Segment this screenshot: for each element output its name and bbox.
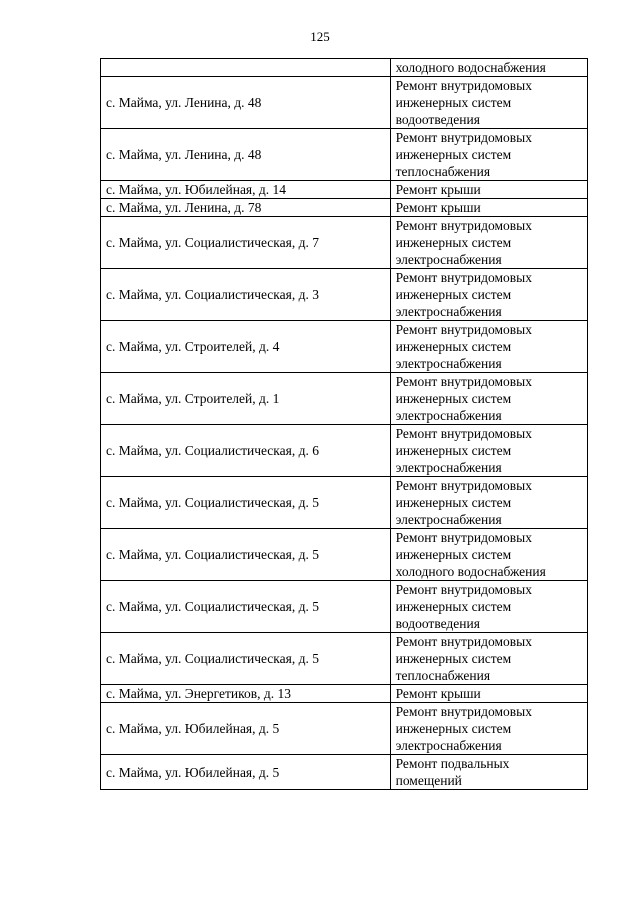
address-cell: с. Майма, ул. Юбилейная, д. 5	[101, 755, 391, 790]
work-type-cell	[390, 425, 587, 477]
table-row	[101, 181, 588, 199]
work-type-line: инженерных систем	[395, 147, 512, 162]
work-type-line: электроснабжения	[395, 460, 502, 475]
work-type-line: холодного водоснабжения	[395, 564, 546, 579]
work-type-cell	[390, 269, 587, 321]
address-cell: с. Майма, ул. Социалистическая, д. 7	[101, 217, 391, 269]
work-type-line: инженерных систем	[395, 391, 512, 406]
table-row	[101, 703, 588, 755]
work-type-cell	[390, 529, 587, 581]
address-cell: с. Майма, ул. Социалистическая, д. 5	[101, 529, 391, 581]
work-type-cell	[390, 199, 587, 217]
work-type-cell	[390, 321, 587, 373]
table-row	[101, 425, 588, 477]
work-type-cell	[390, 59, 587, 77]
repair-works-table	[100, 58, 588, 790]
work-type-line: теплоснабжения	[395, 164, 491, 179]
work-type-line: электроснабжения	[395, 356, 502, 371]
table-row	[101, 755, 588, 790]
work-type-cell	[390, 181, 587, 199]
work-type-line: Ремонт внутридомовых	[395, 78, 532, 93]
work-type-line: Ремонт крыши	[395, 686, 481, 701]
address-cell: с. Майма, ул. Строителей, д. 4	[101, 321, 391, 373]
work-type-cell	[390, 581, 587, 633]
address-cell: с. Майма, ул. Социалистическая, д. 5	[101, 477, 391, 529]
work-type-line: Ремонт внутридомовых	[395, 322, 532, 337]
work-type-line: Ремонт внутридомовых	[395, 582, 532, 597]
address-cell: с. Майма, ул. Социалистическая, д. 3	[101, 269, 391, 321]
table-row	[101, 269, 588, 321]
work-type-line: инженерных систем	[395, 721, 512, 736]
work-type-line: теплоснабжения	[395, 668, 491, 683]
work-type-cell	[390, 373, 587, 425]
work-type-line: инженерных систем	[395, 495, 512, 510]
work-type-line: Ремонт внутридомовых	[395, 530, 532, 545]
work-type-cell	[390, 477, 587, 529]
table-row	[101, 129, 588, 181]
work-type-line: электроснабжения	[395, 738, 502, 753]
work-type-line: водоотведения	[395, 616, 480, 631]
table-row	[101, 633, 588, 685]
work-type-line: инженерных систем	[395, 547, 512, 562]
work-type-line: Ремонт внутридомовых	[395, 634, 532, 649]
page-number: 125	[310, 29, 330, 44]
work-type-line: инженерных систем	[395, 235, 512, 250]
table-row	[101, 581, 588, 633]
work-type-line: инженерных систем	[395, 599, 512, 614]
work-type-line: Ремонт внутридомовых	[395, 130, 532, 145]
table-row	[101, 529, 588, 581]
table-row	[101, 217, 588, 269]
work-type-cell	[390, 685, 587, 703]
table-row	[101, 77, 588, 129]
work-type-line: Ремонт крыши	[395, 182, 481, 197]
address-cell	[101, 59, 391, 77]
work-type-line: инженерных систем	[395, 443, 512, 458]
table-row	[101, 477, 588, 529]
table-row	[101, 321, 588, 373]
work-type-line: инженерных систем	[395, 339, 512, 354]
work-type-line: инженерных систем	[395, 651, 512, 666]
work-type-line: водоотведения	[395, 112, 480, 127]
address-cell: с. Майма, ул. Ленина, д. 48	[101, 129, 391, 181]
work-type-line: Ремонт внутридомовых	[395, 218, 532, 233]
table-row	[101, 199, 588, 217]
work-type-line: Ремонт внутридомовых	[395, 426, 532, 441]
work-type-line: инженерных систем	[395, 95, 512, 110]
table-row	[101, 373, 588, 425]
work-type-line: Ремонт внутридомовых	[395, 270, 532, 285]
work-type-line: электроснабжения	[395, 252, 502, 267]
work-type-line: инженерных систем	[395, 287, 512, 302]
table-row	[101, 59, 588, 77]
address-cell: с. Майма, ул. Строителей, д. 1	[101, 373, 391, 425]
work-type-line: электроснабжения	[395, 304, 502, 319]
work-type-cell	[390, 703, 587, 755]
work-type-line: помещений	[395, 773, 462, 788]
work-type-line: Ремонт внутридомовых	[395, 374, 532, 389]
work-type-line: Ремонт крыши	[395, 200, 481, 215]
address-cell: с. Майма, ул. Энергетиков, д. 13	[101, 685, 391, 703]
work-type-cell	[390, 633, 587, 685]
work-type-line: электроснабжения	[395, 512, 502, 527]
table-row	[101, 685, 588, 703]
work-type-line: электроснабжения	[395, 408, 502, 423]
address-cell: с. Майма, ул. Ленина, д. 48	[101, 77, 391, 129]
address-cell: с. Майма, ул. Социалистическая, д. 5	[101, 581, 391, 633]
work-type-cell	[390, 217, 587, 269]
address-cell: с. Майма, ул. Юбилейная, д. 14	[101, 181, 391, 199]
work-type-line: Ремонт внутридомовых	[395, 704, 532, 719]
work-type-line: Ремонт подвальных	[395, 756, 510, 771]
address-cell: с. Майма, ул. Социалистическая, д. 5	[101, 633, 391, 685]
work-type-line: Ремонт внутридомовых	[395, 478, 532, 493]
address-cell: с. Майма, ул. Юбилейная, д. 5	[101, 703, 391, 755]
work-type-cell	[390, 77, 587, 129]
table-body	[101, 59, 588, 790]
work-type-cell	[390, 755, 587, 790]
work-type-cell	[390, 129, 587, 181]
address-cell: с. Майма, ул. Социалистическая, д. 6	[101, 425, 391, 477]
address-cell: с. Майма, ул. Ленина, д. 78	[101, 199, 391, 217]
work-type-line: холодного водоснабжения	[395, 60, 546, 75]
